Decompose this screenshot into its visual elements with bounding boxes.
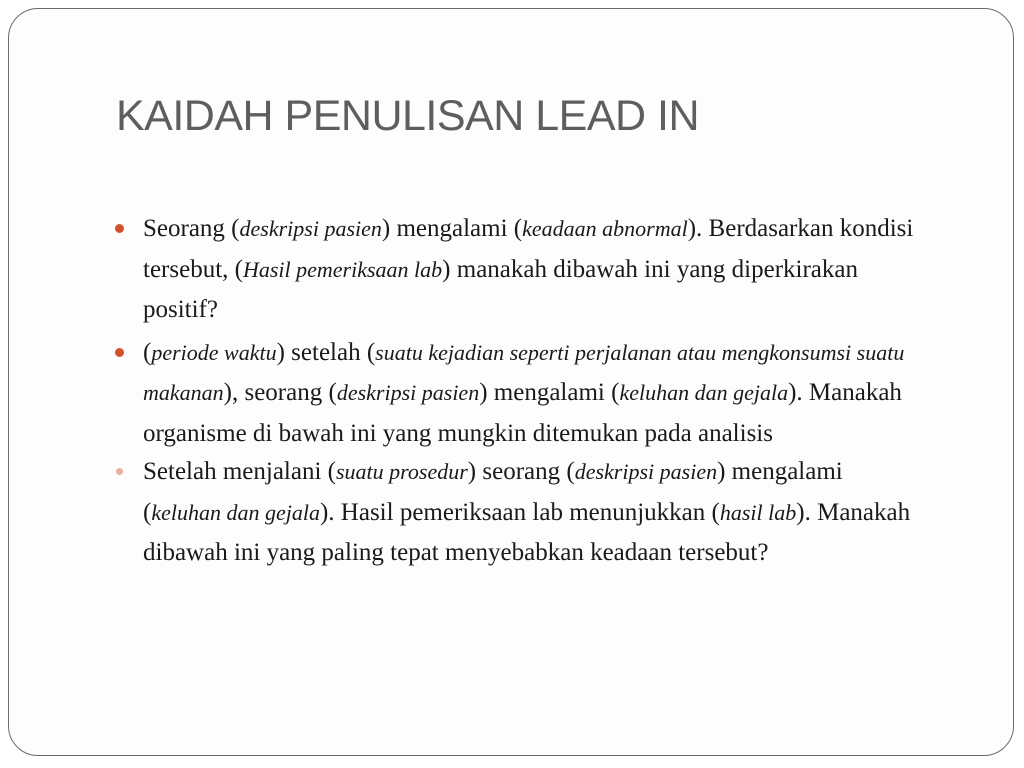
text-segment: ) seorang ( [467,458,575,485]
text-segment: ). Hasil pemeriksaan lab menunjukkan ( [319,498,720,526]
bullet-text [143,339,904,447]
list-item [143,209,923,331]
text-segment: ), seorang ( [223,379,337,406]
slide-frame [8,8,1014,756]
bullet-dot-icon [115,348,124,357]
placeholder-term: deskripsi pasien [239,216,382,241]
text-segment: Setelah menjalani ( [143,458,336,485]
text-segment: ). Manakah organisme di bawah ini yang mungkin ditemukan pada analisis [143,379,902,447]
text-segment: ( [143,338,152,366]
bullet-dot-icon [116,468,123,475]
bullet-dot-icon [115,224,124,233]
text-segment: ) setelah ( [276,338,376,366]
text-segment: ) manakah dibawah ini yang diperkirakan positif? [143,255,858,323]
text-segment: ). Berdasarkan kondisi tersebut, ( [143,215,914,283]
slide-title: KAIDAH PENULISAN LEAD IN [116,92,700,140]
placeholder-term: keadaan abnormal [522,216,688,241]
text-segment: ) mengalami ( [381,215,523,242]
placeholder-term: deskripsi pasien [574,459,718,484]
placeholder-term: suatu kejadian seperti perjalanan atau mengkonsumsi suatu makanan [143,339,905,405]
placeholder-term: periode waktu [151,339,277,365]
text-segment: ). Manakah dibawah ini yang paling tepat menyebabkan keadaan tersebut? [143,498,911,566]
placeholder-term: keluhan dan gejala [151,499,320,525]
placeholder-term: keluhan dan gejala [619,380,789,405]
text-segment: ) mengalami ( [479,379,620,406]
bullet-text [143,215,913,323]
bullet-text [143,458,910,566]
placeholder-term: suatu prosedur [335,459,468,484]
placeholder-term: hasil lab [719,499,797,525]
placeholder-term: deskripsi pasien [336,380,480,405]
placeholder-term: Hasil pemeriksaan lab [242,256,443,282]
bullet-list [143,209,923,576]
list-item [143,333,923,455]
text-segment: ) mengalami ( [143,458,843,526]
text-segment: Seorang ( [143,215,240,242]
list-item [143,452,923,574]
